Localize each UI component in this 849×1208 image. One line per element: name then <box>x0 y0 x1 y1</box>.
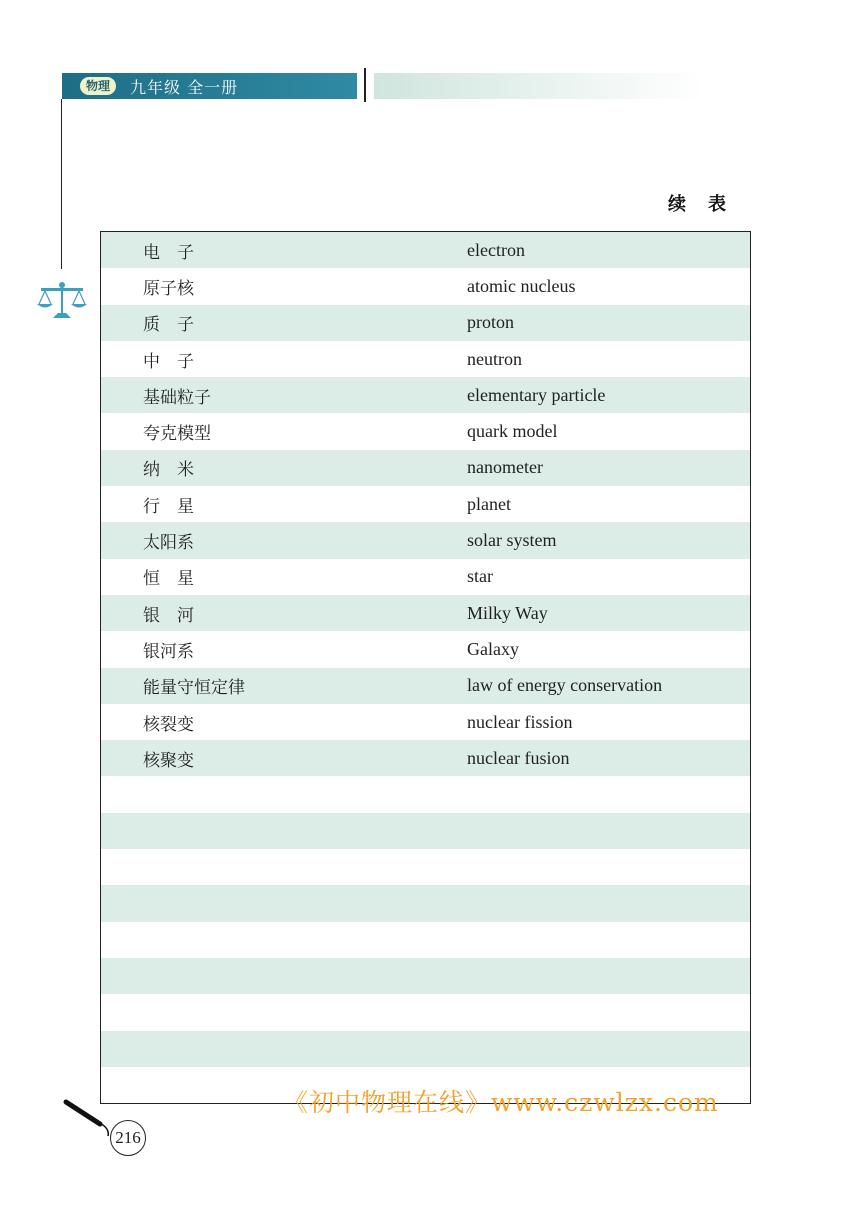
balance-scale-icon <box>35 280 89 322</box>
table-row <box>101 631 750 667</box>
term-chinese: 银河系 <box>143 641 194 662</box>
term-english: Milky Way <box>467 602 548 623</box>
term-chinese: 质 子 <box>143 315 194 336</box>
table-row <box>101 414 750 450</box>
page-number: 216 <box>110 1120 146 1156</box>
table-row <box>101 958 750 994</box>
table-row <box>101 341 750 377</box>
table-row <box>101 922 750 958</box>
table-row <box>101 813 750 849</box>
vocabulary-table <box>100 231 751 1104</box>
term-chinese: 电 子 <box>143 242 194 263</box>
term-chinese: 核裂变 <box>143 714 194 735</box>
table-row <box>101 595 750 631</box>
table-row <box>101 704 750 740</box>
term-english: elementary particle <box>467 384 606 405</box>
table-row <box>101 1031 750 1067</box>
table-row <box>101 849 750 885</box>
term-english: law of energy conservation <box>467 675 663 696</box>
table-row <box>101 232 750 268</box>
table-row <box>101 668 750 704</box>
term-english: star <box>467 566 493 587</box>
term-english: electron <box>467 239 525 260</box>
header-separator <box>364 68 366 102</box>
term-english: nuclear fission <box>467 711 573 732</box>
term-chinese: 太阳系 <box>143 533 194 554</box>
table-row <box>101 522 750 558</box>
watermark: 《初中物理在线》www.czwlzx.com <box>283 1088 719 1117</box>
table-row <box>101 559 750 595</box>
term-english: quark model <box>467 421 558 442</box>
magnifier-icon <box>62 1098 112 1136</box>
table-row <box>101 486 750 522</box>
term-english: planet <box>467 493 511 514</box>
term-english: neutron <box>467 348 522 369</box>
margin-line <box>61 99 62 269</box>
table-row <box>101 994 750 1030</box>
term-english: nuclear fusion <box>467 747 570 768</box>
continued-table-label: 续表 <box>668 194 748 215</box>
term-chinese: 能量守恒定律 <box>143 678 245 699</box>
term-english: proton <box>467 312 514 333</box>
table-row <box>101 777 750 813</box>
table-row <box>101 268 750 304</box>
table-row <box>101 885 750 921</box>
header-fade-bar <box>374 73 704 99</box>
subject-badge: 物理 <box>80 77 116 95</box>
term-chinese: 夸克模型 <box>143 424 211 445</box>
term-chinese: 纳 米 <box>143 460 194 481</box>
term-english: Galaxy <box>467 638 519 659</box>
term-chinese: 中 子 <box>143 351 194 372</box>
term-chinese: 基础粒子 <box>143 387 211 408</box>
term-english: nanometer <box>467 457 543 478</box>
table-row <box>101 740 750 776</box>
book-title: 九年级 全一册 <box>130 77 239 97</box>
term-chinese: 恒 星 <box>143 569 194 590</box>
term-chinese: 原子核 <box>143 278 194 299</box>
term-chinese: 银 河 <box>143 605 194 626</box>
term-english: solar system <box>467 530 557 551</box>
table-row <box>101 450 750 486</box>
table-row <box>101 305 750 341</box>
header-band <box>62 73 357 99</box>
term-chinese: 行 星 <box>143 496 194 517</box>
term-chinese: 核聚变 <box>143 750 194 771</box>
term-english: atomic nucleus <box>467 275 576 296</box>
table-row <box>101 377 750 413</box>
